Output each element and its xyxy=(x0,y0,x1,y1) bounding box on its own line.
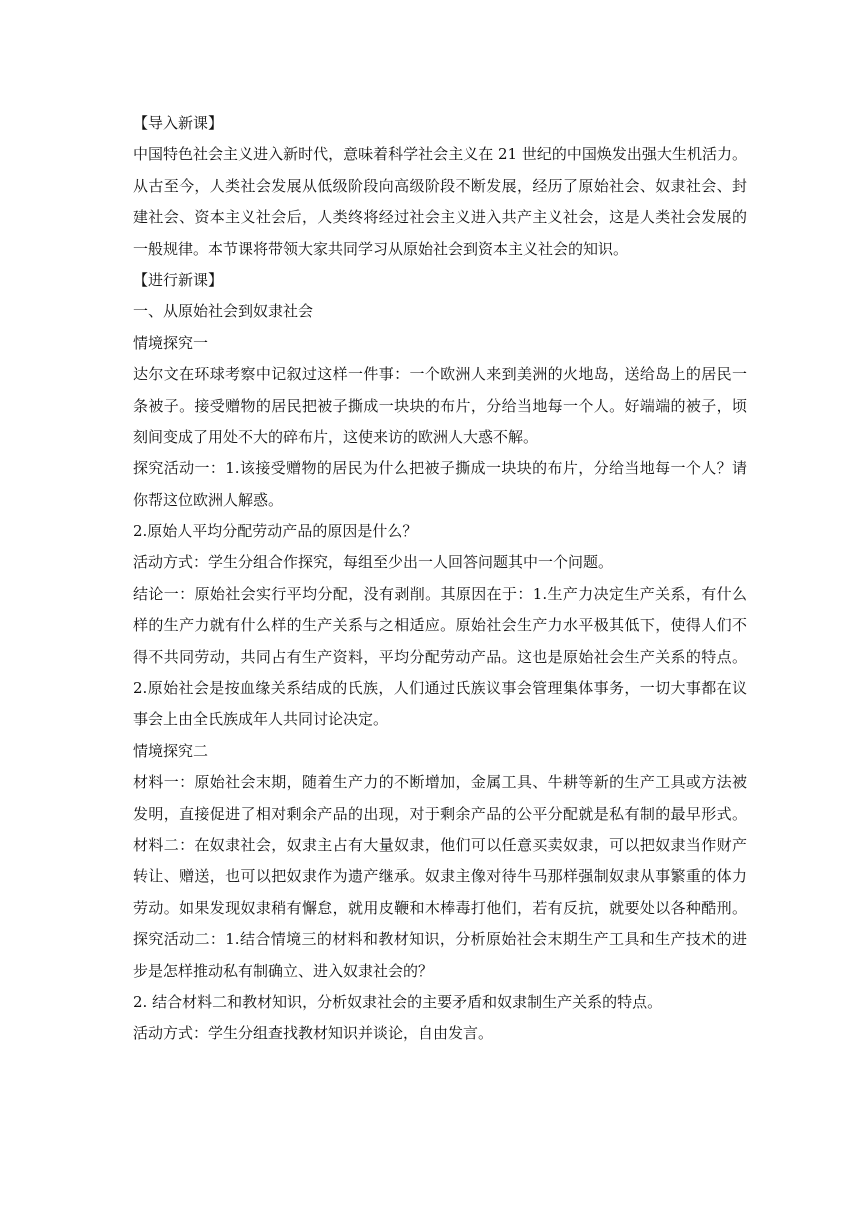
text-line: 事会上由全氏族成年人共同讨论决定。 xyxy=(133,710,389,729)
text-line: 情境探究一 xyxy=(133,333,209,352)
text-line: 结论一：原始社会实行平均分配，没有剥削。其原因在于：1.生产力决定生产关系，有什么 xyxy=(133,584,747,603)
text-line: 刻间变成了用处不大的碎布片，这使来访的欧洲人大惑不解。 xyxy=(133,427,539,446)
text-line: 你帮这位欧洲人解惑。 xyxy=(133,490,284,509)
text-line: 探究活动一：1.该接受赠物的居民为什么把被子撕成一块块的布片，分给当地每一个人？请 xyxy=(133,459,747,478)
text-line: 活动方式：学生分组合作探究，每组至少出一人回答问题其中一个问题。 xyxy=(133,553,614,572)
text-line: 步是怎样推动私有制确立、进入奴隶社会的？ xyxy=(133,961,434,980)
text-line: 材料一：原始社会末期，随着生产力的不断增加，金属工具、牛耕等新的生产工具或方法被 xyxy=(133,773,747,792)
text-line: 从古至今，人类社会发展从低级阶段向高级阶段不断发展，经历了原始社会、奴隶社会、封 xyxy=(133,176,747,195)
text-line: 2. 结合材料二和教材知识，分析奴隶社会的主要矛盾和奴隶制生产关系的特点。 xyxy=(133,992,663,1011)
text-line: 【进行新课】 xyxy=(133,270,224,289)
text-line: 样的生产力就有什么样的生产关系与之相适应。原始社会生产力水平极其低下，使得人们不 xyxy=(133,616,747,635)
document-body xyxy=(133,108,747,1050)
text-line: 一般规律。本节课将带领大家共同学习从原始社会到资本主义社会的知识。 xyxy=(133,239,629,258)
text-line: 情境探究二 xyxy=(133,741,209,760)
text-line: 中国特色社会主义进入新时代，意味着科学社会主义在 21 世纪的中国焕发出强大生机活力。 xyxy=(133,145,747,164)
text-line: 2.原始人平均分配劳动产品的原因是什么？ xyxy=(133,522,418,541)
text-line: 活动方式：学生分组查找教材知识并谈论，自由发言。 xyxy=(133,1024,494,1043)
text-line: 2.原始社会是按血缘关系结成的氏族，人们通过氏族议事会管理集体事务，一切大事都在议 xyxy=(133,679,747,698)
text-line: 【导入新课】 xyxy=(133,114,224,132)
text-line: 材料二：在奴隶社会，奴隶主占有大量奴隶，他们可以任意买卖奴隶，可以把奴隶当作财产 xyxy=(133,835,747,854)
text-line: 条被子。接受赠物的居民把被子撕成一块块的布片，分给当地每一个人。好端端的被子，顷 xyxy=(133,396,747,415)
text-line: 达尔文在环球考察中记叙过这样一件事：一个欧洲人来到美洲的火地岛，送给岛上的居民一 xyxy=(133,365,747,384)
text-line: 发明，直接促进了相对剩余产品的出现，对于剩余产品的公平分配就是私有制的最早形式。 xyxy=(133,804,747,823)
text-line: 得不共同劳动，共同占有生产资料，平均分配劳动产品。这也是原始社会生产关系的特点。 xyxy=(133,647,747,666)
text-line: 劳动。如果发现奴隶稍有懈怠，就用皮鞭和木棒毒打他们，若有反抗，就要处以各种酷刑。 xyxy=(133,898,747,917)
text-line: 一、从原始社会到奴隶社会 xyxy=(133,302,314,321)
text-line: 建社会、资本主义社会后，人类终将经过社会主义进入共产主义社会，这是人类社会发展的 xyxy=(133,208,747,227)
text-line: 探究活动二：1.结合情境三的材料和教材知识，分析原始社会末期生产工具和生产技术的进 xyxy=(133,930,747,949)
text-line: 转让、赠送，也可以把奴隶作为遗产继承。奴隶主像对待牛马那样强制奴隶从事繁重的体力 xyxy=(133,867,747,886)
